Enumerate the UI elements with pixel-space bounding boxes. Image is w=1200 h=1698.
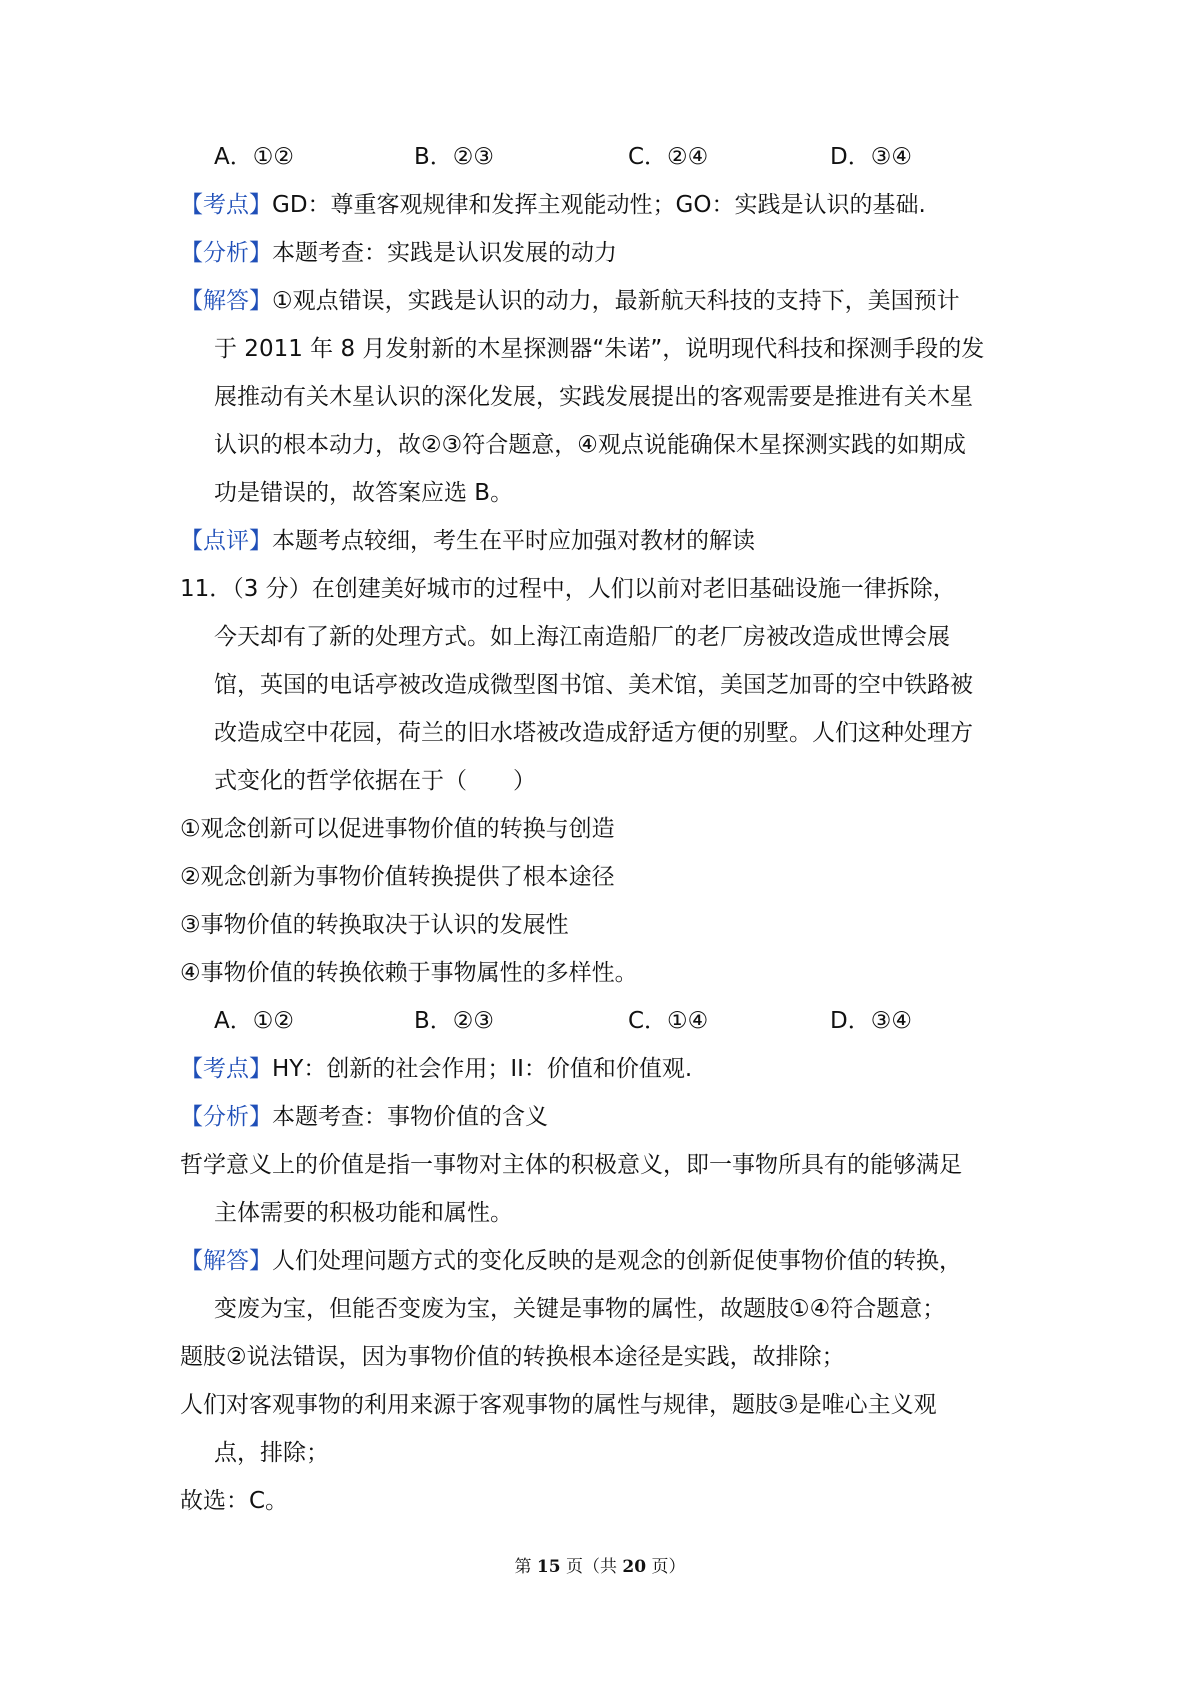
jieda-line: 人们处理问题方式的变化反映的是观念的创新促使事物价值的转换，	[272, 1248, 962, 1274]
q11-jieda-line: 点，排除；	[214, 1440, 329, 1466]
fenxi-text: 本题考查：实践是认识发展的动力	[272, 240, 617, 266]
q11-stem-line: 馆，英国的电话亭被改造成微型图书馆、美术馆，美国芝加哥的空中铁路被	[214, 672, 973, 698]
q10-option-b: B．②③	[414, 144, 495, 170]
jieda-line: ①观点错误，实践是认识的动力，最新航天科技的支持下，美国预计	[272, 288, 960, 314]
q11-jieda-line: 故选：C。	[180, 1488, 289, 1514]
footer-total-pages: 20	[622, 1557, 647, 1577]
q11-jieda	[180, 1246, 962, 1276]
q11-statement: ④事物价值的转换依赖于事物属性的多样性。	[180, 960, 638, 986]
q10-jieda-line: 功是错误的，故答案应选 B。	[214, 480, 514, 506]
q11-option-a: A．①②	[214, 1008, 294, 1034]
kaodian-tag: 【考点】	[180, 192, 272, 218]
q11-fenxi-line: 主体需要的积极功能和属性。	[214, 1200, 513, 1226]
q10-option-d: D．③④	[830, 144, 912, 170]
jieda-tag: 【解答】	[180, 288, 272, 314]
dianping-text: 本题考点较细，考生在平时应加强对教材的解读	[272, 528, 755, 554]
q11-fenxi	[180, 1102, 548, 1132]
q10-jieda-line: 于 2011 年 8 月发射新的木星探测器“朱诺”，说明现代科技和探测手段的发	[214, 336, 985, 362]
q11-option-d: D．③④	[830, 1008, 912, 1034]
fenxi-text: 本题考查：事物价值的含义	[272, 1104, 548, 1130]
jieda-tag: 【解答】	[180, 1248, 272, 1274]
q11-option-b: B．②③	[414, 1008, 495, 1034]
fenxi-tag: 【分析】	[180, 1104, 272, 1130]
q10-kaodian	[180, 190, 926, 220]
dianping-tag: 【点评】	[180, 528, 272, 554]
q10-option-c: C．②④	[628, 144, 709, 170]
q11-fenxi-line: 哲学意义上的价值是指一事物对主体的积极意义，即一事物所具有的能够满足	[180, 1152, 962, 1178]
q11-statement: ①观念创新可以促进事物价值的转换与创造	[180, 816, 615, 842]
q11-option-c: C．①④	[628, 1008, 709, 1034]
kaodian-text: HY：创新的社会作用；II：价值和价值观.	[272, 1056, 693, 1082]
q11-stem-line: 改造成空中花园，荷兰的旧水塔被改造成舒适方便的别墅。人们这种处理方	[214, 720, 973, 746]
kaodian-tag: 【考点】	[180, 1056, 272, 1082]
page-footer	[0, 1555, 1200, 1579]
q11-jieda-line: 变废为宝，但能否变废为宝，关键是事物的属性，故题肢①④符合题意；	[214, 1296, 946, 1322]
footer-page-number: 15	[536, 1557, 561, 1577]
q10-jieda	[180, 286, 960, 316]
fenxi-tag: 【分析】	[180, 240, 272, 266]
kaodian-text: GD：尊重客观规律和发挥主观能动性；GO：实践是认识的基础.	[272, 192, 926, 218]
q11-stem-line: 今天却有了新的处理方式。如上海江南造船厂的老厂房被改造成世博会展	[214, 624, 950, 650]
q11-jieda-line: 题肢②说法错误，因为事物价值的转换根本途径是实践，故排除；	[180, 1344, 845, 1370]
q10-option-a: A．①②	[214, 144, 294, 170]
q10-jieda-line: 认识的根本动力，故②③符合题意，④观点说能确保木星探测实践的如期成	[214, 432, 966, 458]
q11-stem-line: 式变化的哲学依据在于（ ）	[214, 768, 536, 794]
q10-jieda-line: 展推动有关木星认识的深化发展，实践发展提出的客观需要是推进有关木星	[214, 384, 973, 410]
q11-kaodian	[180, 1054, 692, 1084]
footer-middle: 页（共	[566, 1557, 617, 1577]
q11-jieda-line: 人们对客观事物的利用来源于客观事物的属性与规律，题肢③是唯心主义观	[180, 1392, 937, 1418]
q11-statement: ③事物价值的转换取决于认识的发展性	[180, 912, 569, 938]
q10-dianping	[180, 526, 755, 556]
q11-stem-line: 11．（3 分）在创建美好城市的过程中，人们以前对老旧基础设施一律拆除，	[180, 576, 956, 602]
q11-statement: ②观念创新为事物价值转换提供了根本途径	[180, 864, 615, 890]
footer-suffix: 页）	[651, 1557, 686, 1577]
q10-fenxi	[180, 238, 617, 268]
footer-prefix: 第	[514, 1557, 532, 1577]
